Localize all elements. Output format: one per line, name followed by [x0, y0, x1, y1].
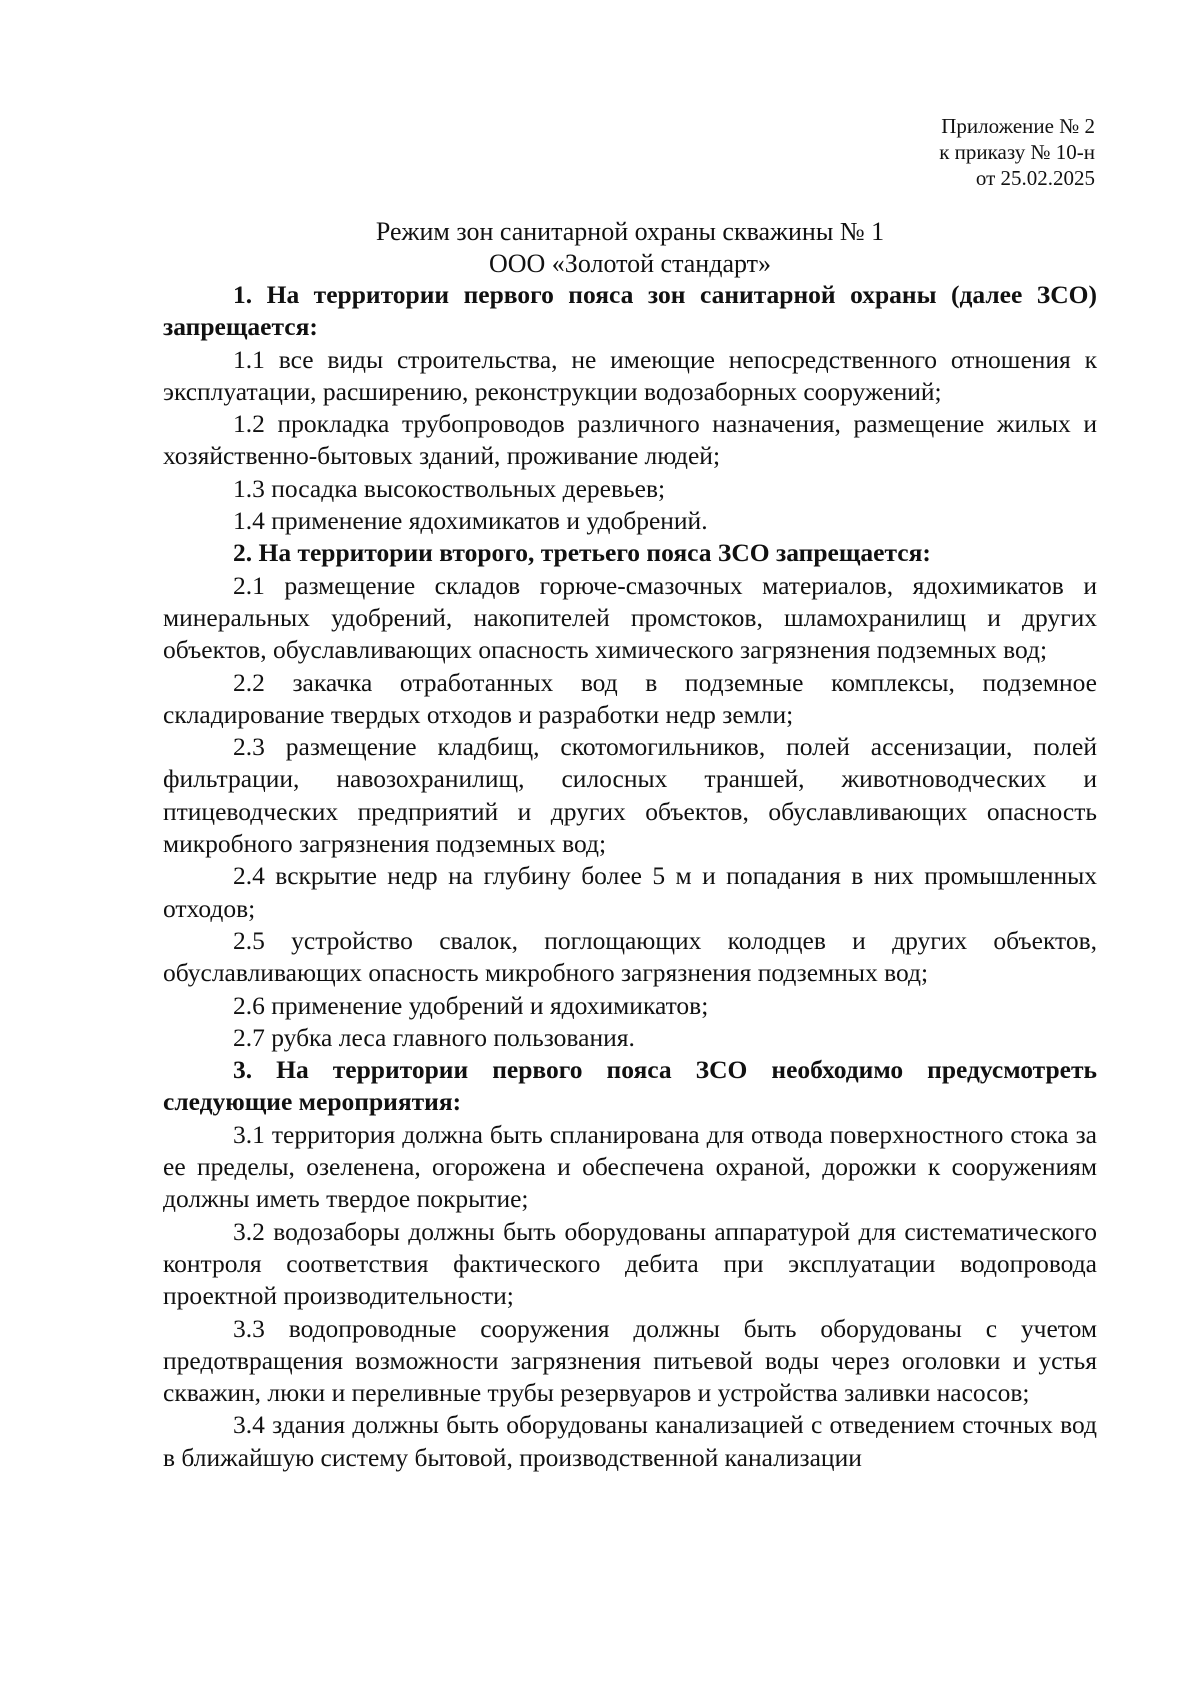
order-number: к приказу № 10-н: [939, 140, 1095, 164]
paragraph-3-2: 3.2 водозаборы должны быть оборудованы аппаратурой для систематического контроля соответствия фактического дебита при эксплуатации водопровода проектной производительности;: [163, 1216, 1097, 1311]
appendix-number: Приложение № 2: [941, 114, 1095, 138]
paragraph-2-1: 2.1 размещение складов горюче-смазочных материалов, ядохимикатов и минеральных удобрений, накопителей промстоков, шламохранилищ и других объектов, обуславливающих опасность химического загрязнения подземных вод;: [163, 570, 1097, 665]
section-1-heading: 1. На территории первого пояса зон санитарной охраны (далее ЗСО) запрещается:: [163, 280, 1097, 342]
paragraph-3-4: 3.4 здания должны быть оборудованы канализацией с отведением сточных вод в ближайшую систему бытовой, производственной канализации: [163, 1410, 1097, 1472]
section-3-heading: 3. На территории первого пояса ЗСО необходимо предусмотреть следующие мероприятия:: [163, 1055, 1097, 1117]
appendix-reference: [939, 113, 1095, 191]
paragraph-2-5: 2.5 устройство свалок, поглощающих колодцев и других объектов, обуславливающих опасность микробного загрязнения подземных вод;: [163, 925, 1097, 988]
paragraph-2-2: 2.2 закачка отработанных вод в подземные комплексы, подземное складирование твердых отходов и разработки недр земли;: [163, 667, 1097, 729]
paragraph-3-3: 3.3 водопроводные сооружения должны быть оборудованы с учетом предотвращения возможности загрязнения питьевой воды через оголовки и устья скважин, люки и переливные трубы резервуаров и устройства заливки насосов;: [163, 1313, 1097, 1408]
paragraph-2-7: 2.7 рубка леса главного пользования.: [233, 1022, 635, 1052]
title-line-2: ООО «Золотой стандарт»: [488, 249, 772, 278]
title-line-1: Режим зон санитарной охраны скважины № 1: [375, 217, 885, 246]
paragraph-2-6: 2.6 применение удобрений и ядохимикатов;: [233, 990, 709, 1020]
paragraph-1-2: 1.2 прокладка трубопроводов различного назначения, размещение жилых и хозяйственно-бытовых зданий, проживание людей;: [163, 409, 1097, 471]
document-body: [163, 279, 1097, 1474]
paragraph-3-1: 3.1 территория должна быть спланирована для отвода поверхностного стока за ее пределы, озеленена, огорожена и обеспечена охраной, дорожки к сооружениям должны иметь твердое покрытие;: [163, 1119, 1097, 1214]
paragraph-2-4: 2.4 вскрытие недр на глубину более 5 м и попадания в них промышленных отходов;: [163, 861, 1097, 923]
document-title: [160, 216, 1100, 280]
paragraph-1-3: 1.3 посадка высокоствольных деревьев;: [233, 473, 666, 503]
section-2-heading: 2. На территории второго, третьего пояса ЗСО запрещается:: [233, 538, 931, 568]
paragraph-2-3: 2.3 размещение кладбищ, скотомогильников, полей ассенизации, полей фильтрации, навозохранилищ, силосных траншей, животноводческих и птицеводческих предприятий и других объектов, обуславливающих опасность микробного загрязнения подземных вод;: [163, 732, 1097, 859]
paragraph-1-4: 1.4 применение ядохимикатов и удобрений.: [233, 506, 708, 536]
order-date: от 25.02.2025: [975, 166, 1095, 190]
paragraph-1-1: 1.1 все виды строительства, не имеющие непосредственного отношения к эксплуатации, расширению, реконструкции водозаборных сооружений;: [163, 344, 1097, 406]
